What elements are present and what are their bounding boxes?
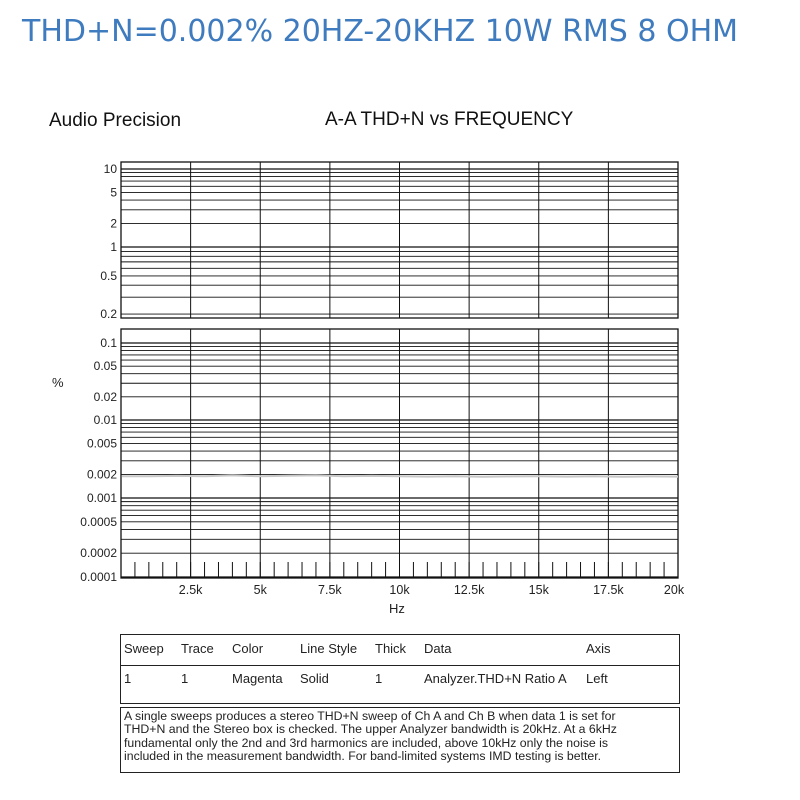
x-axis-label: Hz [389, 601, 405, 616]
y-axis-label: % [52, 375, 64, 390]
row-sweep: 1 [124, 671, 132, 686]
y-tick-label: 0.0002 [80, 546, 117, 561]
row-trace: 1 [181, 671, 189, 686]
note-line: fundamental only the 2nd and 3rd harmonics are included, above 10kHz only the noise is [124, 735, 608, 750]
y-tick-label: 0.0001 [80, 570, 117, 584]
y-tick-label: 0.01 [93, 413, 117, 427]
row-axis: Left [586, 671, 608, 686]
x-tick-label: 5k [253, 583, 267, 597]
row-thick: 1 [375, 671, 383, 686]
y-tick-label: 0.5 [100, 268, 117, 283]
brand-label: Audio Precision [49, 110, 182, 131]
row-color: Magenta [232, 671, 283, 686]
note-line: included in the measurement bandwidth. For band-limited systems IMD testing is better. [124, 749, 602, 764]
spec-banner: THD+N=0.002% 20HZ-20KHZ 10W RMS 8 OHM [22, 14, 739, 49]
x-tick-label: 15k [528, 583, 549, 597]
y-tick-label: 0.05 [93, 359, 117, 374]
x-tick-label: 10k [389, 583, 410, 597]
y-tick-label: 5 [110, 185, 117, 200]
y-tick-labels [80, 162, 117, 584]
header-thick: Thick [375, 641, 407, 656]
measurement-note [120, 707, 680, 773]
thd-n-series-line [122, 475, 678, 476]
sweep-config-table [120, 634, 680, 704]
table-divider [121, 665, 679, 666]
note-line: THD+N and the Stereo box is checked. The upper Analyzer bandwidth is 20kHz. At a 6kHz [124, 722, 617, 737]
x-tick-labels [179, 583, 685, 597]
row-data: Analyzer.THD+N Ratio A [424, 671, 567, 686]
y-tick-label: 10 [103, 162, 117, 176]
y-tick-label: 2 [110, 216, 117, 231]
header-line-style: Line Style [300, 641, 358, 656]
y-tick-label: 0.005 [86, 436, 117, 451]
y-tick-label: 0.02 [93, 389, 117, 404]
x-tick-label: 17.5k [593, 583, 624, 597]
row-line-style: Solid [300, 671, 329, 686]
note-line: A single sweeps produces a stereo THD+N sweep of Ch A and Ch B when data 1 is set for [124, 709, 616, 723]
x-tick-label: 2.5k [178, 583, 203, 597]
header-data: Data [424, 641, 452, 656]
y-tick-label: 0.0005 [80, 514, 117, 529]
plot-grid [121, 162, 678, 578]
header-color: Color [232, 641, 264, 656]
x-tick-label: 12.5k [453, 583, 485, 597]
series-layer [122, 475, 678, 476]
y-tick-label: 0.001 [86, 491, 117, 505]
x-tick-label: 20k [663, 583, 685, 597]
y-tick-label: 1 [110, 240, 117, 254]
y-tick-label: 0.1 [100, 336, 117, 350]
y-tick-label: 0.002 [86, 467, 117, 482]
header-sweep: Sweep [124, 641, 164, 656]
header-axis: Axis [586, 641, 611, 656]
header-trace: Trace [181, 641, 214, 656]
x-tick-label: 7.5k [318, 583, 342, 597]
chart-title: A-A THD+N vs FREQUENCY [325, 109, 574, 130]
y-tick-label: 0.2 [100, 307, 117, 322]
